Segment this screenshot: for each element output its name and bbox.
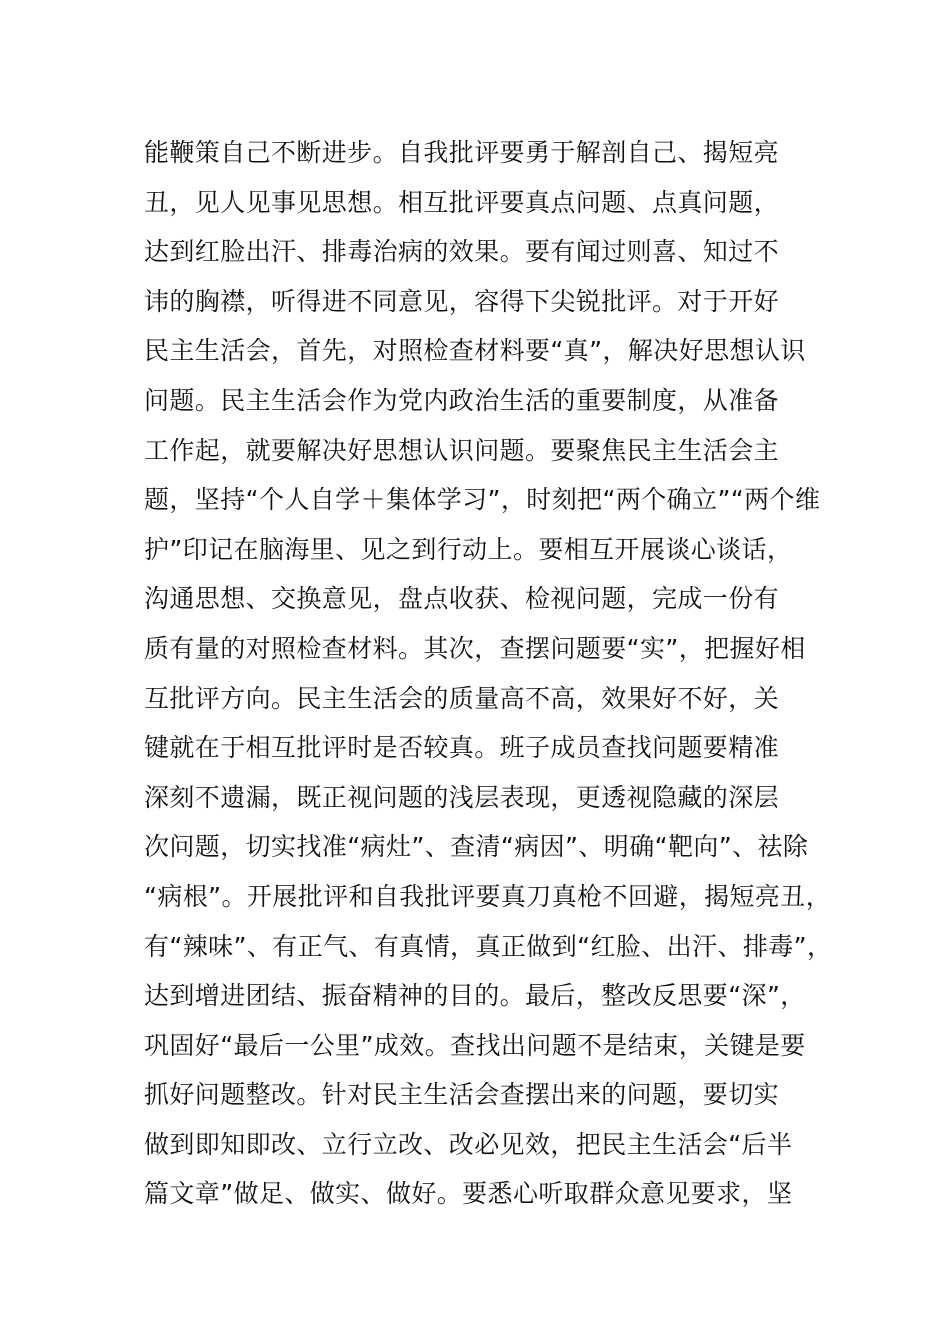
- text-line: 抓好问题整改。针对民主生活会查摆出来的问题，要切实: [144, 1080, 780, 1110]
- text-line: 题，坚持“个人自学＋集体学习”，时刻把“两个确立”“两个维: [144, 485, 821, 515]
- text-line: 达到红脸出汗、排毒治病的效果。要有闻过则喜、知过不: [144, 237, 780, 267]
- text-line: 质有量的对照检查材料。其次，查摆问题要“实”，把握好相: [144, 633, 806, 663]
- text-line: 护”印记在脑海里、见之到行动上。要相互开展谈心谈话，: [144, 534, 793, 564]
- text-line: 讳的胸襟，听得进不同意见，容得下尖锐批评。对于开好: [144, 286, 780, 316]
- text-line: 沟通思想、交换意见，盘点收获、检视问题，完成一份有: [144, 584, 780, 614]
- text-line: “病根”。开展批评和自我批评要真刀真枪不回避，揭短亮丑，: [144, 881, 832, 911]
- text-line: 做到即知即改、立行立改、改必见效，把民主生活会“后半: [144, 1129, 793, 1159]
- text-line: 互批评方向。民主生活会的质量高不高，效果好不好，关: [144, 683, 780, 713]
- text-line: 键就在于相互批评时是否较真。班子成员查找问题要精准: [144, 733, 780, 763]
- text-line: 次问题，切实找准“病灶”、查清“病因”、明确“靶向”、祛除: [144, 832, 809, 862]
- text-line: 达到增进团结、振奋精神的目的。最后，整改反思要“深”，: [144, 981, 806, 1011]
- body-text: [144, 128, 844, 1219]
- text-line: 问题。民主生活会作为党内政治生活的重要制度，从准备: [144, 385, 780, 415]
- text-line: 工作起，就要解决好思想认识问题。要聚焦民主生活会主: [144, 435, 780, 465]
- text-line: 篇文章”做足、做实、做好。要悉心听取群众意见要求，坚: [144, 1179, 793, 1209]
- text-line: 深刻不遗漏，既正视问题的浅层表现，更透视隐藏的深层: [144, 782, 780, 812]
- text-line: 丑，见人见事见思想。相互批评要真点问题、点真问题，: [144, 187, 780, 217]
- text-line: 民主生活会，首先，对照检查材料要“真”，解决好思想认识: [144, 336, 806, 366]
- text-line: 能鞭策自己不断进步。自我批评要勇于解剖自己、揭短亮: [144, 138, 780, 167]
- text-line: 有“辣味”、有正气、有真情，真正做到“红脸、出汗、排毒”，: [144, 931, 833, 961]
- text-line: 巩固好“最后一公里”成效。查找出问题不是结束，关键是要: [144, 1030, 806, 1060]
